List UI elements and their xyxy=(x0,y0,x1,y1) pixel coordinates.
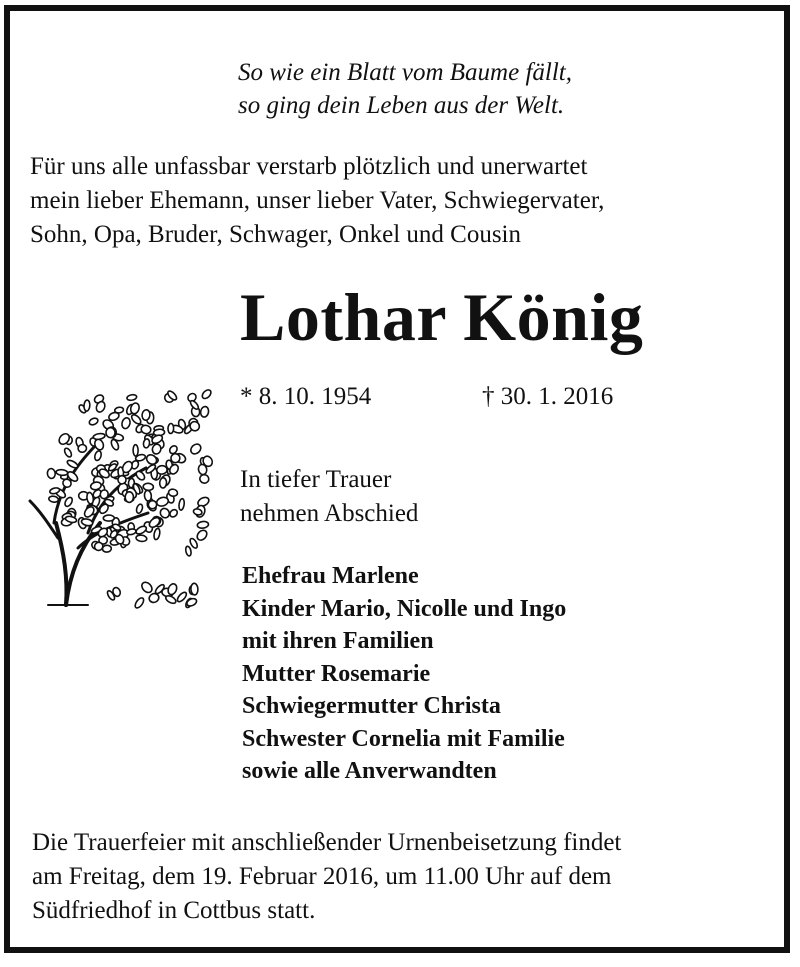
mourning-line: nehmen Abschied xyxy=(240,500,419,527)
death-date: † 30. 1. 2016 xyxy=(482,383,614,410)
mourner: Ehefrau Marlene xyxy=(242,563,419,589)
funeral-details xyxy=(32,826,772,928)
mourners-list xyxy=(242,560,566,788)
mourning-text xyxy=(240,463,418,531)
funeral-line: Die Trauerfeier mit anschließender Urnenbeisetzung findet xyxy=(32,829,622,856)
verse-line: so ging dein Leben aus der Welt. xyxy=(238,92,565,119)
mourner: Schwiegermutter Christa xyxy=(242,693,501,719)
verse-line: So wie ein Blatt vom Baume fällt, xyxy=(238,59,572,86)
intro-line: Für uns alle unfassbar verstarb plötzlich und unerwartet xyxy=(30,153,588,180)
verse xyxy=(238,56,572,122)
windblown-tree-icon xyxy=(18,373,214,613)
mourner: mit ihren Familien xyxy=(242,628,434,654)
mourner: sowie alle Anverwandten xyxy=(242,758,497,784)
intro-line: Sohn, Opa, Bruder, Schwager, Onkel und Cousin xyxy=(30,221,521,248)
life-dates xyxy=(240,383,614,411)
intro-line: mein lieber Ehemann, unser lieber Vater, Schwiegervater, xyxy=(30,187,605,214)
birth-date: * 8. 10. 1954 xyxy=(240,383,372,410)
deceased-name: Lothar König xyxy=(240,279,644,355)
mourner: Schwester Cornelia mit Familie xyxy=(242,725,565,752)
mourner: Mutter Rosemarie xyxy=(242,660,431,687)
intro-text xyxy=(30,150,770,252)
mourner: Kinder Mario, Nicolle und Ingo xyxy=(242,595,567,622)
mourning-line: In tiefer Trauer xyxy=(240,466,392,493)
funeral-line: am Freitag, dem 19. Februar 2016, um 11.00 Uhr auf dem xyxy=(32,863,612,890)
funeral-line: Südfriedhof in Cottbus statt. xyxy=(32,897,316,924)
